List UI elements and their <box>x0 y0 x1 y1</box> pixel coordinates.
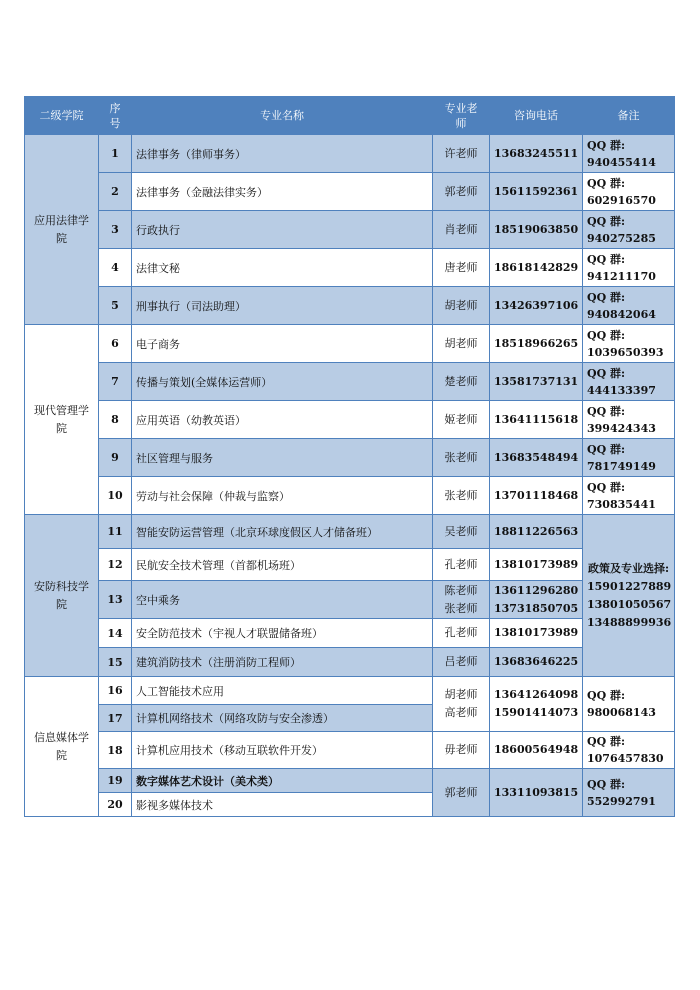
qq-group-note: QQ 群: 940842064 <box>583 287 675 325</box>
table-row <box>25 549 675 581</box>
phone: 13810173989 <box>490 619 583 648</box>
college-cell: 信息媒体学院 <box>25 677 99 817</box>
college-cell: 现代管理学院 <box>25 325 99 515</box>
phone: 13683646225 <box>490 648 583 677</box>
row-num: 15 <box>99 648 132 677</box>
row-num: 12 <box>99 549 132 581</box>
teacher: 孔老师 <box>433 619 490 648</box>
table-row <box>25 648 675 677</box>
major-name: 人工智能技术应用 <box>132 677 433 705</box>
qq-group-note: QQ 群: 552992791 <box>583 769 675 817</box>
header-college: 二级学院 <box>25 97 99 135</box>
major-name: 社区管理与服务 <box>132 439 433 477</box>
phone: 18618142829 <box>490 249 583 287</box>
major-name: 民航安全技术管理（首都机场班） <box>132 549 433 581</box>
table-row <box>25 769 675 793</box>
qq-group-note: QQ 群: 1076457830 <box>583 732 675 769</box>
major-name: 智能安防运营管理（北京环球度假区人才储备班） <box>132 515 433 549</box>
table-row <box>25 515 675 549</box>
table-row <box>25 619 675 648</box>
teacher: 姬老师 <box>433 401 490 439</box>
row-num: 11 <box>99 515 132 549</box>
teacher: 肖老师 <box>433 211 490 249</box>
qq-group-note: QQ 群: 781749149 <box>583 439 675 477</box>
major-name: 法律事务（律师事务） <box>132 135 433 173</box>
phone: 18519063850 <box>490 211 583 249</box>
policy-contact-note: 政策及专业选择: 15901227889 13801050567 13488899936 <box>583 515 675 677</box>
row-num: 8 <box>99 401 132 439</box>
qq-group-note: QQ 群: 980068143 <box>583 677 675 732</box>
row-num: 3 <box>99 211 132 249</box>
row-num: 1 <box>99 135 132 173</box>
teacher: 孔老师 <box>433 549 490 581</box>
qq-group-note: QQ 群: 941211170 <box>583 249 675 287</box>
qq-group-note: QQ 群: 940275285 <box>583 211 675 249</box>
college-cell: 安防科技学院 <box>25 515 99 677</box>
table-row <box>25 477 675 515</box>
teacher: 吕老师 <box>433 648 490 677</box>
major-name: 刑事执行（司法助理） <box>132 287 433 325</box>
major-name: 电子商务 <box>132 325 433 363</box>
row-num: 14 <box>99 619 132 648</box>
teacher: 胡老师 高老师 <box>433 677 490 732</box>
row-num: 2 <box>99 173 132 211</box>
teacher: 胡老师 <box>433 325 490 363</box>
phone: 13426397106 <box>490 287 583 325</box>
row-num: 7 <box>99 363 132 401</box>
major-name: 劳动与社会保障（仲裁与监察） <box>132 477 433 515</box>
major-name: 空中乘务 <box>132 581 433 619</box>
major-name: 法律事务（金融法律实务） <box>132 173 433 211</box>
phone: 18600564948 <box>490 732 583 769</box>
table-row <box>25 439 675 477</box>
header-note: 备注 <box>583 97 675 135</box>
teacher: 郭老师 <box>433 173 490 211</box>
teacher: 许老师 <box>433 135 490 173</box>
row-num: 10 <box>99 477 132 515</box>
teacher: 张老师 <box>433 477 490 515</box>
row-num: 13 <box>99 581 132 619</box>
table-row <box>25 732 675 769</box>
teacher: 毋老师 <box>433 732 490 769</box>
major-name: 计算机网络技术（网络攻防与安全渗透） <box>132 705 433 732</box>
table-row <box>25 581 675 619</box>
major-name: 法律文秘 <box>132 249 433 287</box>
major-name: 行政执行 <box>132 211 433 249</box>
phone: 18811226563 <box>490 515 583 549</box>
major-name: 应用英语（幼教英语） <box>132 401 433 439</box>
phone: 13683245511 <box>490 135 583 173</box>
teacher: 唐老师 <box>433 249 490 287</box>
phone: 13611296280 13731850705 <box>490 581 583 619</box>
header-phone: 咨询电话 <box>490 97 583 135</box>
major-name: 计算机应用技术（移动互联软件开发） <box>132 732 433 769</box>
phone: 13810173989 <box>490 549 583 581</box>
qq-group-note: QQ 群: 602916570 <box>583 173 675 211</box>
qq-group-note: QQ 群: 940455414 <box>583 135 675 173</box>
major-name: 数字媒体艺术设计（美术类） <box>132 769 433 793</box>
major-name: 影视多媒体技术 <box>132 793 433 817</box>
teacher: 吴老师 <box>433 515 490 549</box>
table-row <box>25 135 675 173</box>
teacher: 楚老师 <box>433 363 490 401</box>
table-row <box>25 401 675 439</box>
major-name: 建筑消防技术（注册消防工程师） <box>132 648 433 677</box>
table-row <box>25 173 675 211</box>
major-name: 安全防范技术（宇视人才联盟储备班） <box>132 619 433 648</box>
row-num: 6 <box>99 325 132 363</box>
phone: 13641115618 <box>490 401 583 439</box>
phone: 13581737131 <box>490 363 583 401</box>
table-row <box>25 211 675 249</box>
college-cell: 应用法律学院 <box>25 135 99 325</box>
qq-group-note: QQ 群: 1039650393 <box>583 325 675 363</box>
teacher: 胡老师 <box>433 287 490 325</box>
table-row <box>25 287 675 325</box>
row-num: 18 <box>99 732 132 769</box>
table-row <box>25 677 675 705</box>
major-name: 传播与策划(全媒体运营师） <box>132 363 433 401</box>
header-row <box>25 97 675 135</box>
row-num: 17 <box>99 705 132 732</box>
majors-contact-table <box>24 96 675 817</box>
row-num: 19 <box>99 769 132 793</box>
teacher: 张老师 <box>433 439 490 477</box>
qq-group-note: QQ 群: 399424343 <box>583 401 675 439</box>
table-row <box>25 249 675 287</box>
teacher: 陈老师 张老师 <box>433 581 490 619</box>
row-num: 4 <box>99 249 132 287</box>
row-num: 16 <box>99 677 132 705</box>
header-teacher: 专业老师 <box>433 97 490 135</box>
phone: 13311093815 <box>490 769 583 817</box>
qq-group-note: QQ 群: 444133397 <box>583 363 675 401</box>
phone: 15611592361 <box>490 173 583 211</box>
header-num: 序号 <box>99 97 132 135</box>
teacher: 郭老师 <box>433 769 490 817</box>
phone: 13683548494 <box>490 439 583 477</box>
table-row <box>25 363 675 401</box>
table-row <box>25 325 675 363</box>
qq-group-note: QQ 群: 730835441 <box>583 477 675 515</box>
header-major: 专业名称 <box>132 97 433 135</box>
phone: 13701118468 <box>490 477 583 515</box>
phone: 18518966265 <box>490 325 583 363</box>
phone: 13641264098 15901414073 <box>490 677 583 732</box>
row-num: 9 <box>99 439 132 477</box>
row-num: 5 <box>99 287 132 325</box>
row-num: 20 <box>99 793 132 817</box>
